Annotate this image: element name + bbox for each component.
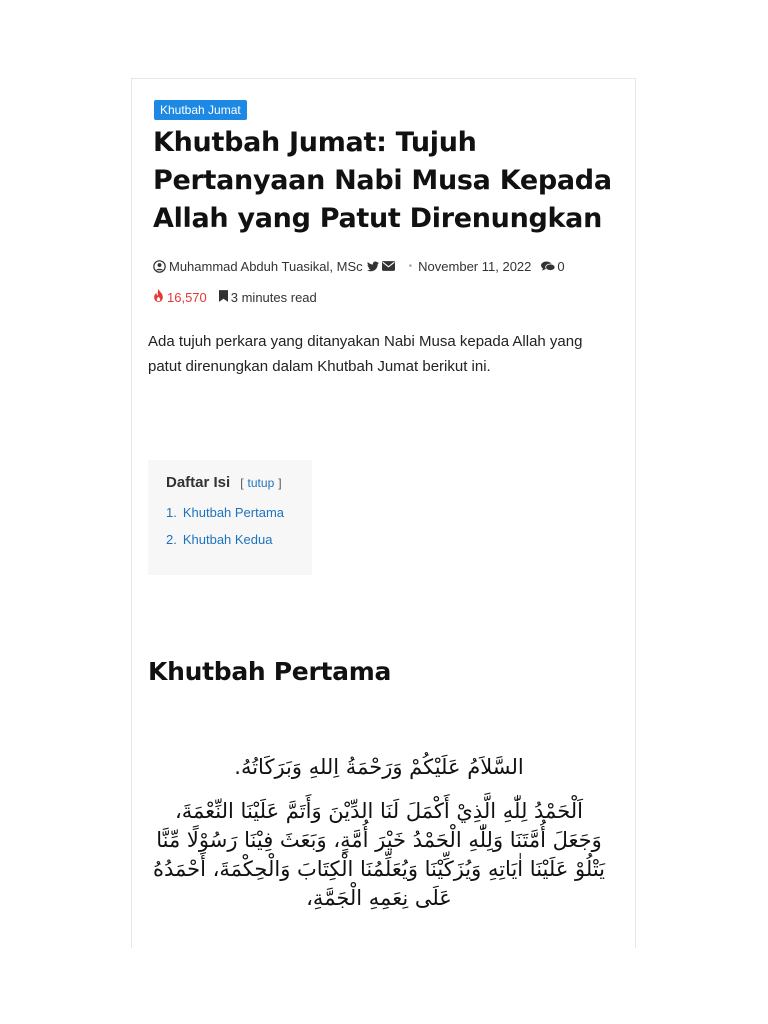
toc-toggle[interactable] [240,476,281,490]
post-excerpt: Ada tujuh perkara yang ditanyakan Nabi Musa kepada Allah yang patut direnungkan dalam Khutbah Jumat berikut ini. [148,333,583,375]
post-date: November 11, 2022 [418,258,532,274]
toc-item-number: 2. [166,532,177,547]
toc-bracket-open: [ [240,475,244,490]
post-meta [153,257,623,275]
arabic-salam: السَّلاَمُ عَلَيْكُمْ وَرَحْمَةُ اِللهِ وَبَرَكَاتُهُ. [234,755,524,779]
toc-item-khutbah-pertama[interactable] [166,504,312,531]
category-badge[interactable]: Khutbah Jumat [154,100,247,120]
post-title: Khutbah Jumat: Tujuh Pertanyaan Nabi Musa Kepada Allah yang Patut Direnungkan [153,127,612,234]
author-name[interactable]: Muhammad Abduh Tuasikal, MSc [169,258,363,274]
comment-count[interactable]: 0 [557,258,565,274]
toc-bracket-close: ] [278,475,282,490]
user-circle-icon [153,260,166,273]
post-stats [153,288,317,306]
envelope-icon[interactable] [382,261,395,271]
view-count: 16,570 [167,289,207,305]
toc-item-label[interactable]: Khutbah Kedua [182,532,273,547]
meta-separator: • [408,260,413,272]
read-time: 3 minutes read [230,289,317,305]
section-heading: Khutbah Pertama [148,657,392,686]
article-card [131,78,636,948]
toc-title: Daftar Isi [166,474,231,491]
toc-item-khutbah-kedua[interactable] [166,531,312,558]
toc-item-label[interactable]: Khutbah Pertama [182,505,285,520]
toc-toggle-link[interactable]: tutup [247,475,275,490]
bookmark-icon [219,290,228,305]
comments-icon[interactable] [541,261,555,272]
fire-icon [153,289,164,305]
table-of-contents [148,460,312,575]
arabic-hamdalah: اَلْحَمْدُ لِلّٰهِ الَّذِيْ أَكْمَلَ لَنَا الدِّيْنَ وَأَتَمَّ عَلَيْنَا النِّعْمَةَ، وَجَعَلَ أُمَّتَنَا وَلِلّٰهِ الْحَمْدُ خَيْرَ أُمَّةٍ، وَبَعَثَ فِيْنَا رَسُوْلًا مِّنَّا يَتْلُوْ عَلَيْنَا اٰيَاتِهِ وَيُزَكِّيْنَا وَيُعَلِّمُنَا الْكِتَابَ وَالْحِكْمَةَ، أَحْمَدُهُ عَلَى نِعَمِهِ الْجَمَّةِ، [152,799,606,910]
toc-list [166,504,312,558]
toc-header [166,474,312,491]
toc-item-number: 1. [166,505,177,520]
twitter-icon[interactable] [367,261,379,272]
